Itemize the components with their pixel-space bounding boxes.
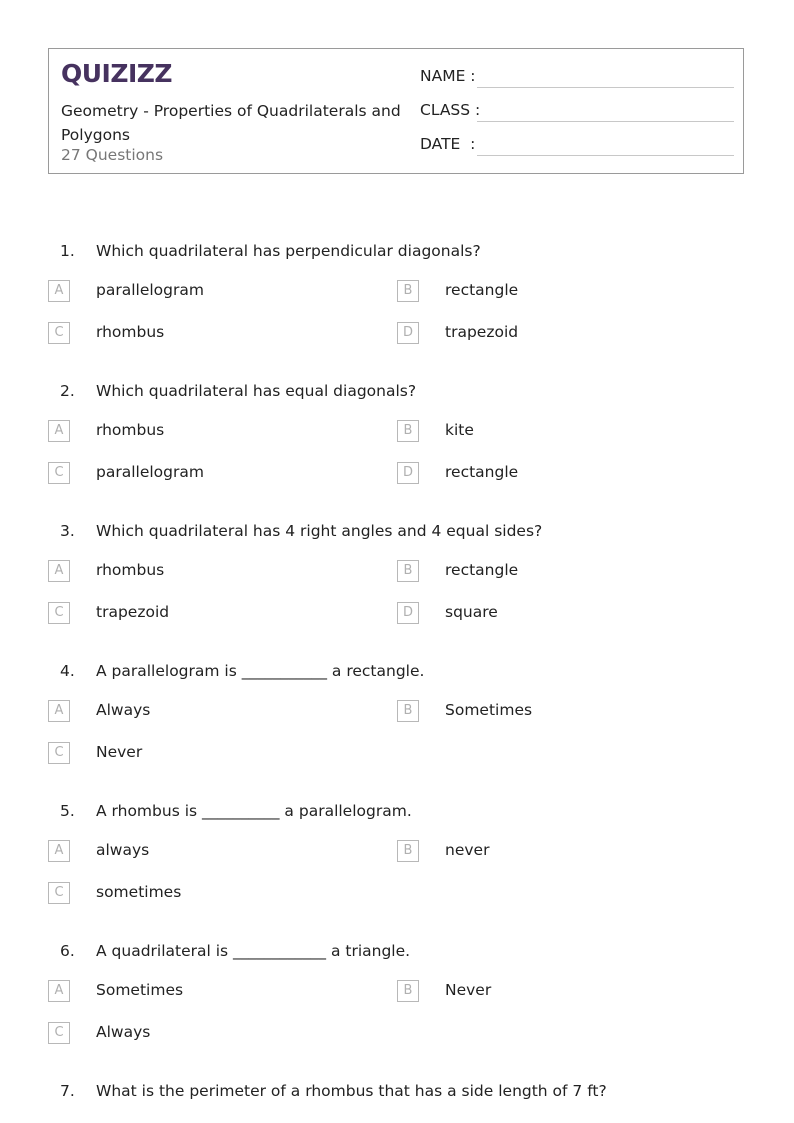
question-number: 2.: [60, 382, 75, 400]
option-letter-box: B: [397, 560, 419, 582]
date-label: DATE :: [420, 135, 476, 153]
question-3: [0, 504, 794, 644]
option-text: always: [96, 841, 150, 859]
question-text: What is the perimeter of a rhombus that has a side length of 7 ft?: [96, 1082, 607, 1100]
question-count: 27 Questions: [61, 146, 164, 164]
worksheet-header: [48, 48, 744, 174]
question-number: 3.: [60, 522, 75, 540]
question-text: A rhombus is __________ a parallelogram.: [96, 802, 412, 820]
option-text: Always: [96, 701, 151, 719]
class-line: [477, 121, 734, 122]
option-text: rhombus: [96, 323, 165, 341]
question-number: 5.: [60, 802, 75, 820]
question-number: 6.: [60, 942, 75, 960]
question-text: Which quadrilateral has perpendicular diagonals?: [96, 242, 481, 260]
question-text: A parallelogram is ___________ a rectangle.: [96, 662, 425, 680]
option-letter-box: C: [48, 882, 70, 904]
option-text: trapezoid: [445, 323, 519, 341]
question-number: 4.: [60, 662, 75, 680]
question-number: 7.: [60, 1082, 75, 1100]
option-letter-box: A: [48, 280, 70, 302]
date-field[interactable]: [420, 135, 734, 159]
question-4: [0, 644, 794, 784]
date-line: [477, 155, 734, 156]
option-letter-box: B: [397, 700, 419, 722]
option-text: rhombus: [96, 561, 165, 579]
question-6: [0, 924, 794, 1064]
option-text: parallelogram: [96, 281, 204, 299]
option-text: rectangle: [445, 281, 519, 299]
option-text: kite: [445, 421, 474, 439]
option-letter-box: A: [48, 700, 70, 722]
question-7: [0, 1064, 794, 1120]
question-list: [0, 224, 794, 1120]
question-1: [0, 224, 794, 364]
option-text: Never: [96, 743, 143, 761]
option-letter-box: C: [48, 322, 70, 344]
question-number: 1.: [60, 242, 75, 260]
name-line: [477, 87, 734, 88]
option-text: Never: [445, 981, 492, 999]
option-letter-box: C: [48, 1022, 70, 1044]
option-letter-box: C: [48, 602, 70, 624]
option-letter-box: B: [397, 420, 419, 442]
question-text: Which quadrilateral has equal diagonals?: [96, 382, 417, 400]
option-letter-box: D: [397, 602, 419, 624]
option-letter-box: B: [397, 980, 419, 1002]
option-letter-box: C: [48, 742, 70, 764]
question-5: [0, 784, 794, 924]
option-letter-box: C: [48, 462, 70, 484]
name-label: NAME :: [420, 67, 476, 85]
option-text: rhombus: [96, 421, 165, 439]
option-text: sometimes: [96, 883, 182, 901]
option-text: parallelogram: [96, 463, 204, 481]
option-text: rectangle: [445, 561, 519, 579]
worksheet-title: Geometry - Properties of Quadrilaterals and Polygons: [61, 102, 401, 144]
option-text: rectangle: [445, 463, 519, 481]
option-letter-box: A: [48, 560, 70, 582]
name-field[interactable]: [420, 67, 734, 91]
option-letter-box: A: [48, 980, 70, 1002]
question-text: Which quadrilateral has 4 right angles and 4 equal sides?: [96, 522, 543, 540]
question-2: [0, 364, 794, 504]
class-label: CLASS :: [420, 101, 481, 119]
option-text: Sometimes: [445, 701, 533, 719]
option-letter-box: D: [397, 462, 419, 484]
option-letter-box: D: [397, 322, 419, 344]
class-field[interactable]: [420, 101, 734, 125]
option-text: square: [445, 603, 498, 621]
question-text: A quadrilateral is ____________ a triangle.: [96, 942, 411, 960]
option-letter-box: B: [397, 280, 419, 302]
option-letter-box: B: [397, 840, 419, 862]
option-text: Sometimes: [96, 981, 184, 999]
option-text: Always: [96, 1023, 151, 1041]
option-text: never: [445, 841, 490, 859]
option-letter-box: A: [48, 840, 70, 862]
option-letter-box: A: [48, 420, 70, 442]
quizizz-logo: QUIZIZZ: [61, 59, 173, 88]
option-text: trapezoid: [96, 603, 170, 621]
